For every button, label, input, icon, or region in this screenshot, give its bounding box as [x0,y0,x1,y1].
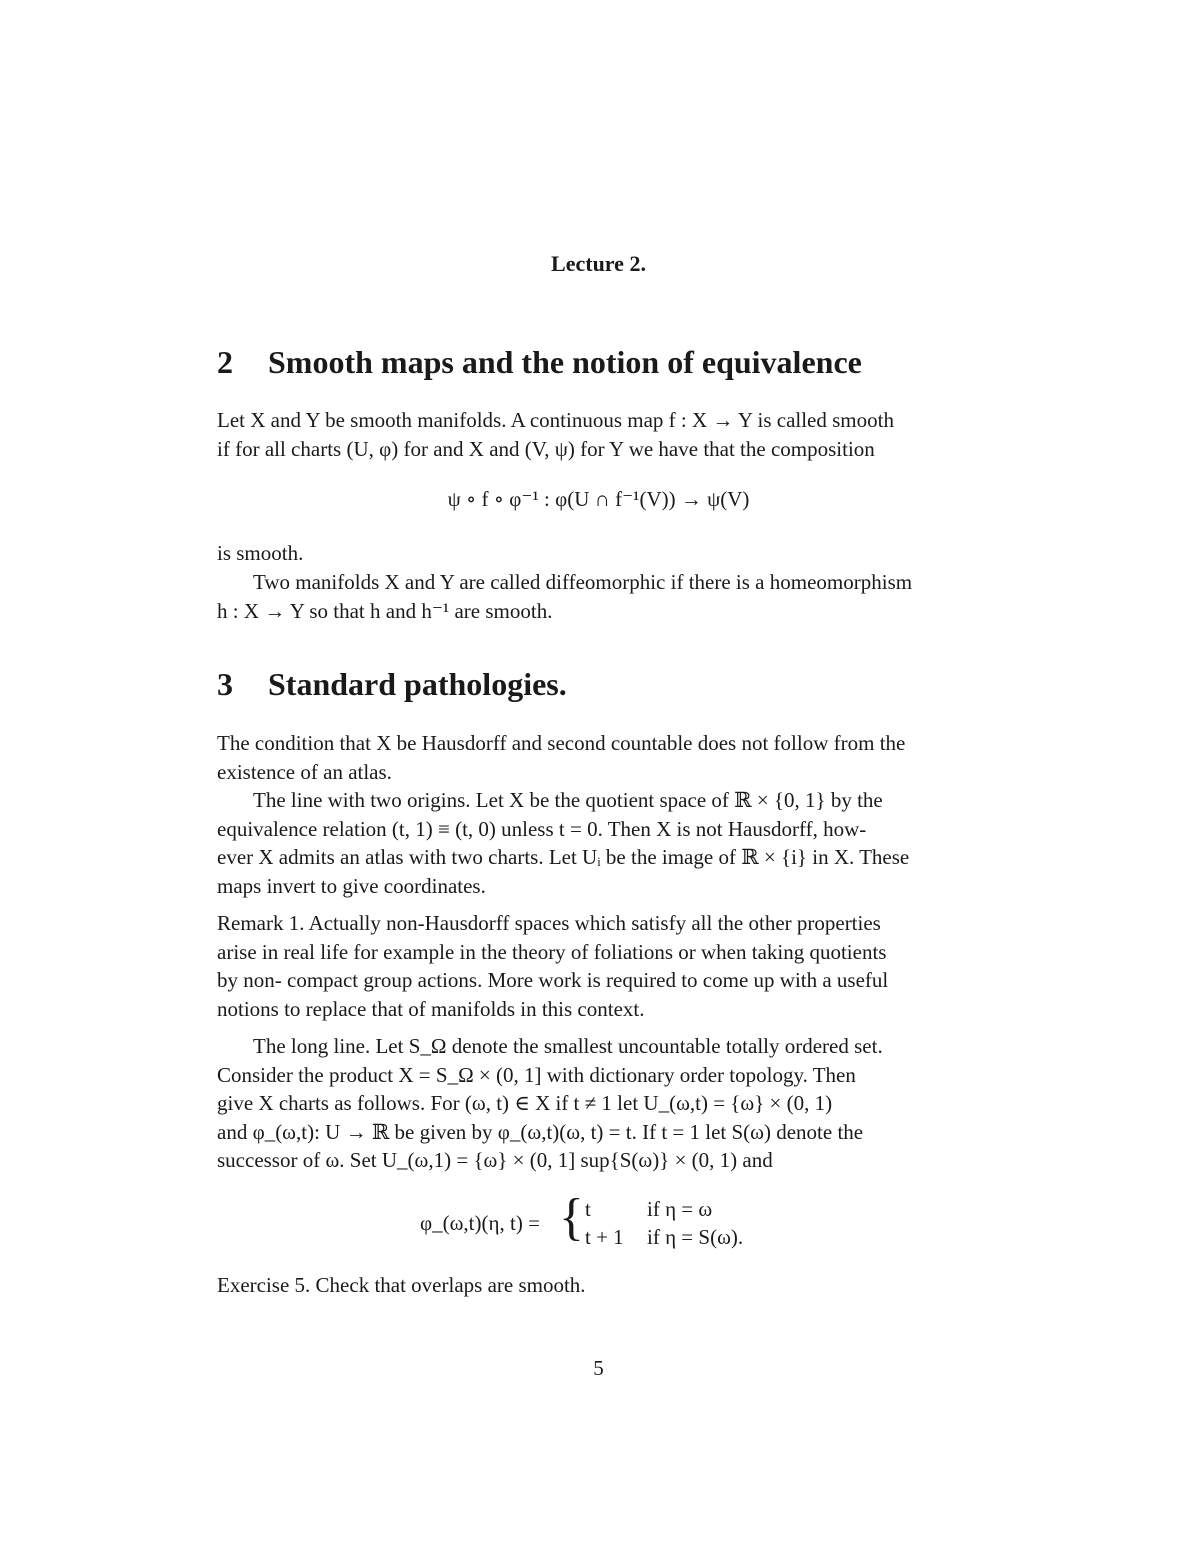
case-value: t + 1 [585,1225,624,1249]
section-2-after-equation [217,539,980,568]
text-line: h : X → Y so that h and h⁻¹ are smooth. [217,598,553,623]
text-line: if for all charts (U, φ) for and X and (V, ψ) for Y we have that the composition [217,436,875,461]
section-2-paragraph-1 [217,406,980,463]
section-2-heading [217,344,862,381]
section-title: Standard pathologies. [268,666,567,702]
text-line: The condition that X be Hausdorff and second countable does not follow from the [217,731,906,755]
cases-lhs: φ_(ω,t)(η, t) = [420,1211,540,1235]
exercise-paragraph [217,1271,980,1300]
text-line: Let X and Y be smooth manifolds. A continuous map f : X → Y is called smooth [217,408,894,432]
section-title: Smooth maps and the notion of equivalence [268,344,862,380]
text-line: Consider the product X = S_Ω × (0, 1] with dictionary order topology. Then [217,1062,856,1087]
lecture-heading: Lecture 2. [551,251,646,276]
text-line: and φ_(ω,t): U → ℝ be given by φ_(ω,t)(ω, t) = t. If t = 1 let S(ω) denote the [217,1119,864,1144]
text-line: maps invert to give coordinates. [217,873,486,898]
case-condition: if η = S(ω). [647,1225,744,1249]
remark-paragraph [217,909,980,1023]
left-brace: { [559,1189,584,1246]
text-line: give X charts as follows. For (ω, t) ∈ X if t ≠ 1 let U_(ω,t) = {ω} × (0, 1) [217,1091,833,1115]
text-line: ever X admits an atlas with two charts. Let Uᵢ be the image of ℝ × {i} in X. These [217,845,910,869]
section-number: 3 [217,666,233,702]
text-line: Exercise 5. Check that overlaps are smooth. [217,1273,586,1297]
text-line: equivalence relation (t, 1) ≡ (t, 0) unless t = 0. Then X is not Hausdorff, how- [217,816,867,841]
case-condition: if η = ω [647,1197,713,1221]
text-line: Two manifolds X and Y are called diffeomorphic if there is a homeomorphism [253,570,913,594]
case-value: t [585,1197,591,1221]
text-line: successor of ω. Set U_(ω,1) = {ω} × (0, 1] sup{S(ω)} × (0, 1) and [217,1148,773,1172]
section-2-paragraph-2 [217,568,980,625]
text-line: by non- compact group actions. More work is required to come up with a useful [217,968,889,992]
text-line: notions to replace that of manifolds in this context. [217,996,645,1021]
section-3-heading [217,666,567,703]
text-line: The line with two origins. Let X be the quotient space of ℝ × {0, 1} by the [253,788,883,812]
section-3-paragraph-1 [217,729,980,786]
line-with-two-origins-paragraph [217,786,980,900]
text-line: arise in real life for example in the theory of foliations or when taking quotients [217,939,887,964]
page-number: 5 [593,1356,604,1380]
long-line-paragraph [217,1032,980,1175]
text-line: The long line. Let S_Ω denote the smallest uncountable totally ordered set. [253,1034,883,1058]
text-line: is smooth. [217,541,304,565]
composition-equation: ψ ∘ f ∘ φ⁻¹ : φ(U ∩ f⁻¹(V)) → ψ(V) [447,487,750,511]
text-line: existence of an atlas. [217,759,392,784]
text-line: Remark 1. Actually non-Hausdorff spaces which satisfy all the other properties [217,911,881,935]
section-number: 2 [217,344,233,380]
